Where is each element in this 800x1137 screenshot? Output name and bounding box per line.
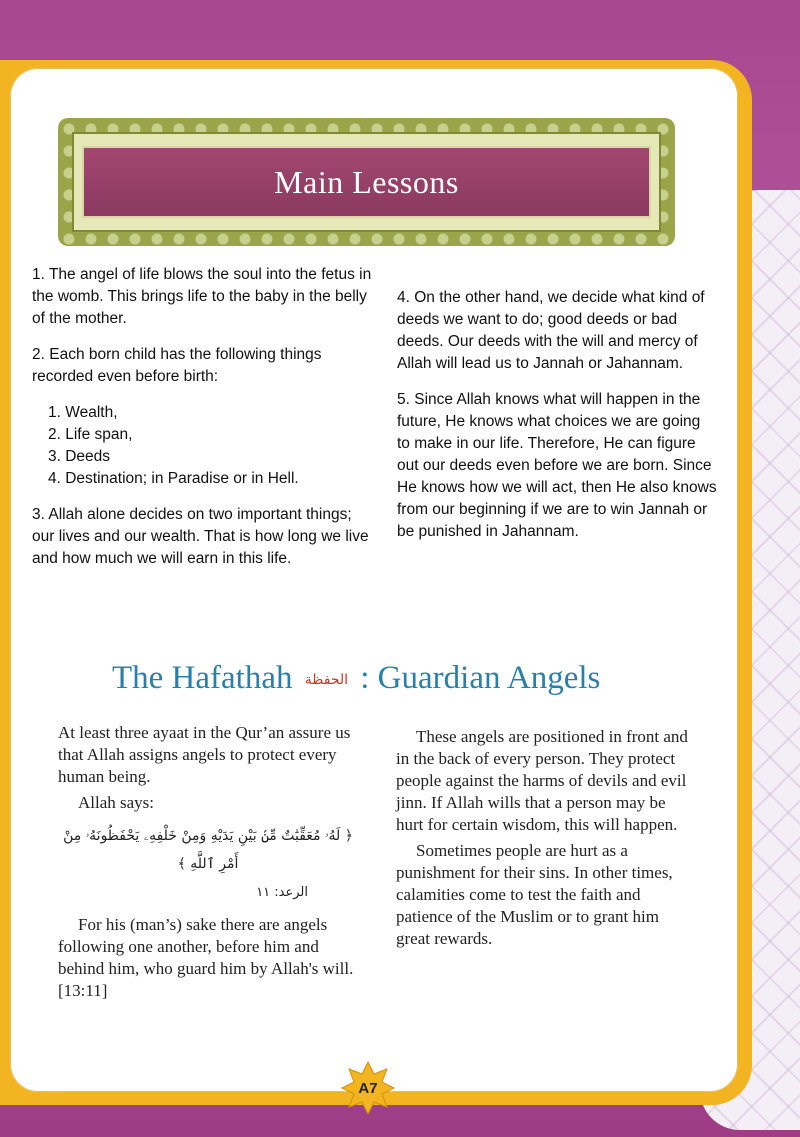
allah-says: Allah says:	[78, 793, 155, 812]
main-lessons-banner	[82, 146, 651, 218]
lesson-2: 2. Each born child has the following things recorded even before birth:	[32, 346, 322, 385]
intro-paragraph: At least three ayaat in the Qur’an assure us that Allah assigns angels to protect every human being.	[58, 723, 351, 786]
page-number-badge	[340, 1060, 396, 1116]
heading-left: The Hafathah	[112, 660, 293, 696]
list-item: 4. Destination; in Paradise or in Hell.	[48, 470, 299, 487]
lesson-3: 3. Allah alone decides on two important things; our lives and our wealth. That is how long we live and how much we will earn in this life.	[32, 506, 369, 567]
list-item: 2. Life span,	[48, 426, 133, 443]
verse-reference: الرعد: ١١	[256, 885, 308, 900]
section-heading	[112, 660, 672, 697]
section-right-column	[396, 726, 696, 954]
heading-arabic: الحفظة	[304, 672, 349, 688]
recorded-list	[32, 402, 372, 490]
hurt-paragraph: Sometimes people are hurt as a punishment for their sins. In other times, calamities come to test the faith and patience of the Muslim or to grant him great rewards.	[396, 841, 673, 948]
lesson-4: 4. On the other hand, we decide what kind of deeds we want to do; good deeds or bad deeds. Our deeds with the will and mercy of Allah will lead us to Jannah or Jahannam.	[397, 289, 705, 372]
page-number: A7	[358, 1079, 378, 1097]
lessons-left-column	[32, 264, 372, 584]
banner-title: Main Lessons	[274, 163, 459, 200]
lessons-right-column	[397, 287, 717, 557]
heading-right: : Guardian Angels	[360, 660, 601, 696]
lesson-5: 5. Since Allah knows what will happen in the future, He knows what choices we are going to make in our life. Therefore, He can figure out our deeds even before we are born. Since He knows how we will act, then He also knows from our beginning if we are to win Jannah or be punished in Jahannam.	[397, 391, 717, 540]
verse-translation: For his (man’s) sake there are angels following one another, before him and behind him, who guard him by Allah's will. [13:11]	[58, 915, 354, 1000]
section-left-column	[58, 722, 358, 1006]
angels-position-paragraph: These angels are positioned in front and in the back of every person. They protect people against the harms of devils and evil jinn. If Allah wills that a person may be hurt for certain wisdom, this will happen.	[396, 727, 688, 834]
lesson-1: 1. The angel of life blows the soul into the fetus in the womb. This brings life to the baby in the belly of the mother.	[32, 266, 372, 327]
list-item: 1. Wealth,	[48, 404, 118, 421]
arabic-verse: ﴿ لَهُۥ مُعَقِّبَٰتٌ مِّنۢ بَيْنِ يَدَيْهِ وَمِنْ خَلْفِهِۦ يَحْفَظُونَهُۥ مِنْ أَمْرِ ٱللَّهِ ﴾	[63, 828, 353, 872]
list-item: 3. Deeds	[48, 448, 111, 465]
